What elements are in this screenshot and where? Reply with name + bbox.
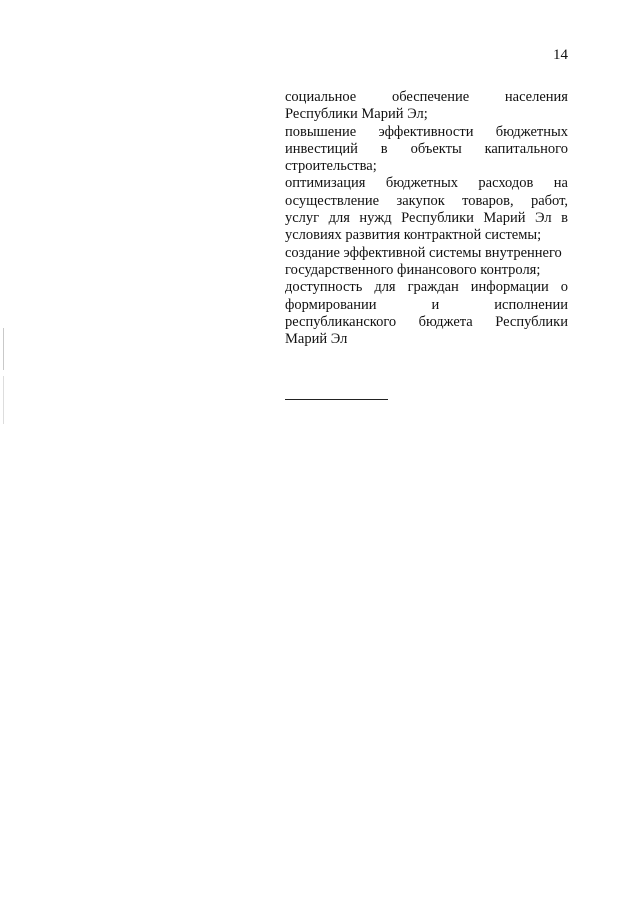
word: в xyxy=(561,210,568,227)
word: Республики xyxy=(495,313,568,330)
word: исполнении xyxy=(494,296,568,313)
word: в xyxy=(380,140,388,157)
word: Эл xyxy=(535,210,552,227)
word: строительства; xyxy=(285,158,377,175)
word: информации xyxy=(470,279,549,296)
word: бюджетных xyxy=(495,123,568,140)
word: для xyxy=(328,210,350,227)
text-line xyxy=(285,175,568,192)
word: о xyxy=(560,279,568,296)
word: доступность xyxy=(285,279,363,296)
word: на xyxy=(553,175,568,192)
goals-list-text xyxy=(285,89,568,348)
page-number: 14 xyxy=(553,47,568,63)
text-line xyxy=(285,89,568,106)
word: бюджетных xyxy=(385,175,459,192)
word: Республики Марий Эл; xyxy=(285,106,428,123)
end-separator-line xyxy=(285,399,388,400)
word: Республики xyxy=(401,210,474,227)
word: повышение xyxy=(285,123,357,140)
text-line xyxy=(285,331,568,348)
word: товаров, xyxy=(462,192,514,209)
text-line xyxy=(285,193,568,210)
word: социальное xyxy=(285,89,357,105)
word: и xyxy=(431,296,440,313)
text-line xyxy=(285,279,568,296)
word: бюджета xyxy=(418,313,473,330)
word: формировании xyxy=(285,296,377,313)
scan-margin-mark xyxy=(3,376,4,424)
text-line xyxy=(285,227,568,244)
word: республиканского xyxy=(285,313,397,330)
word: Марий Эл xyxy=(285,331,348,348)
word: Марий xyxy=(483,210,526,227)
word: работ, xyxy=(530,192,568,209)
word: государственного финансового контроля; xyxy=(285,261,541,278)
word: расходов xyxy=(478,175,534,192)
word: оптимизация xyxy=(285,175,366,192)
word: объекты xyxy=(410,140,462,157)
text-line xyxy=(285,106,568,123)
text-line xyxy=(285,245,568,262)
word: для xyxy=(374,279,396,296)
word: капитального xyxy=(484,140,568,157)
word: закупок xyxy=(396,192,445,209)
text-line xyxy=(285,297,568,314)
text-line xyxy=(285,210,568,227)
word: граждан xyxy=(407,279,459,296)
scan-margin-mark xyxy=(3,328,4,370)
word: осуществление xyxy=(285,192,380,209)
word: населения xyxy=(504,89,568,105)
word: инвестиций xyxy=(285,140,358,157)
text-line xyxy=(285,124,568,141)
word: условиях развития контрактной системы; xyxy=(285,227,542,244)
word: эффективности xyxy=(378,123,474,140)
word: услуг xyxy=(285,210,320,227)
text-line xyxy=(285,262,568,279)
word: нужд xyxy=(359,210,392,227)
text-line xyxy=(285,314,568,331)
word: обеспечение xyxy=(391,89,470,105)
text-line xyxy=(285,141,568,158)
word: создание эффективной системы внутреннего xyxy=(285,244,562,261)
text-line xyxy=(285,158,568,175)
